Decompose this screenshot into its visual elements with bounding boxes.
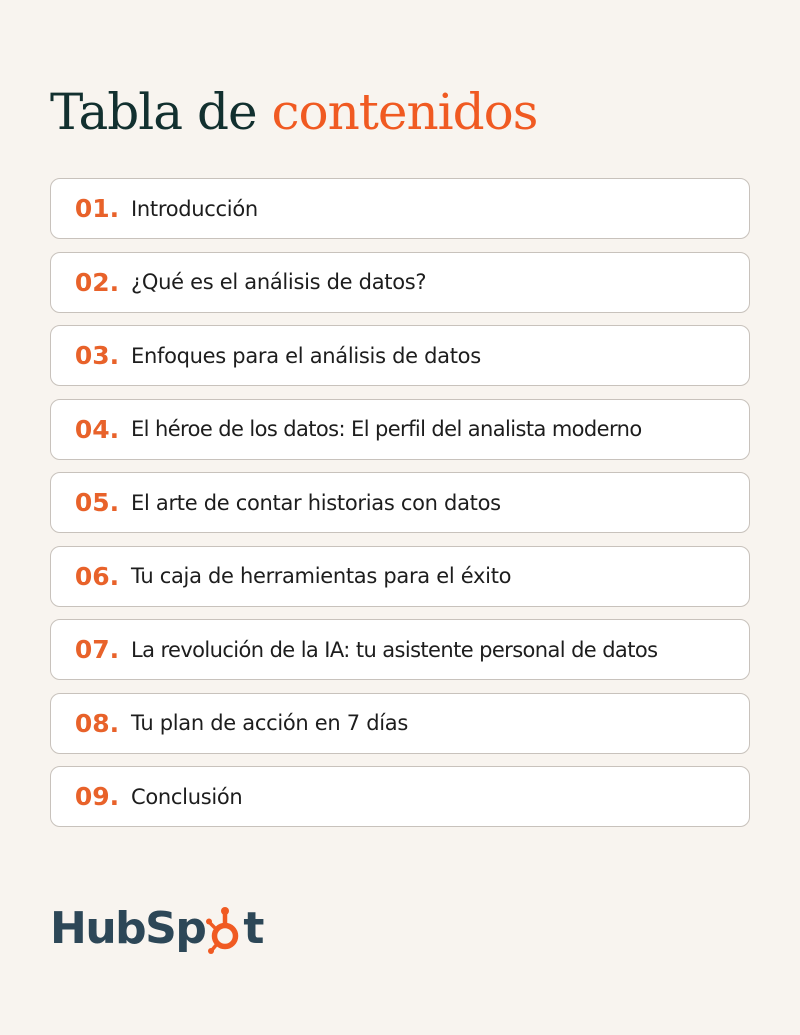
toc-item-label: Tu plan de acción en 7 días [131, 711, 409, 735]
toc-item-label: El héroe de los datos: El perfil del analista moderno [131, 417, 642, 441]
toc-item-label: Tu caja de herramientas para el éxito [131, 564, 512, 588]
toc-item-label: Enfoques para el análisis de datos [131, 343, 481, 368]
toc-item-number: 03. [74, 341, 120, 370]
toc-item-number: 04. [74, 414, 120, 444]
logo-text-part2: t [243, 902, 263, 954]
toc-item-label: El arte de contar historias con datos [131, 490, 501, 515]
toc-item-02[interactable] [50, 252, 750, 313]
logo-text-part1: HubSp [50, 902, 206, 954]
toc-item-number: 08. [74, 708, 120, 738]
toc-item-07[interactable] [50, 619, 750, 680]
toc-item-number: 09. [74, 782, 120, 811]
toc-item-number: 01. [74, 194, 120, 223]
toc-item-label: Conclusión [131, 784, 243, 809]
table-of-contents [50, 178, 750, 840]
toc-item-04[interactable] [50, 399, 750, 460]
page-title-part1: Tabla de [50, 83, 272, 141]
toc-item-number: 06. [74, 561, 120, 591]
toc-item-label: ¿Qué es el análisis de datos? [131, 270, 427, 294]
toc-item-09[interactable] [50, 766, 750, 827]
hubspot-sprocket-icon [205, 905, 243, 955]
toc-item-06[interactable] [50, 546, 750, 607]
toc-item-label: Introducción [131, 196, 258, 221]
toc-item-number: 02. [74, 267, 120, 297]
toc-item-03[interactable] [50, 325, 750, 386]
toc-item-number: 07. [74, 635, 120, 664]
page-title-part2: contenidos [271, 83, 538, 141]
toc-item-08[interactable] [50, 693, 750, 754]
toc-item-01[interactable] [50, 178, 750, 239]
toc-item-05[interactable] [50, 472, 750, 533]
page-title [50, 80, 537, 144]
toc-item-number: 05. [74, 488, 120, 517]
hubspot-logo [50, 896, 263, 960]
toc-item-label: La revolución de la IA: tu asistente personal de datos [131, 637, 658, 662]
